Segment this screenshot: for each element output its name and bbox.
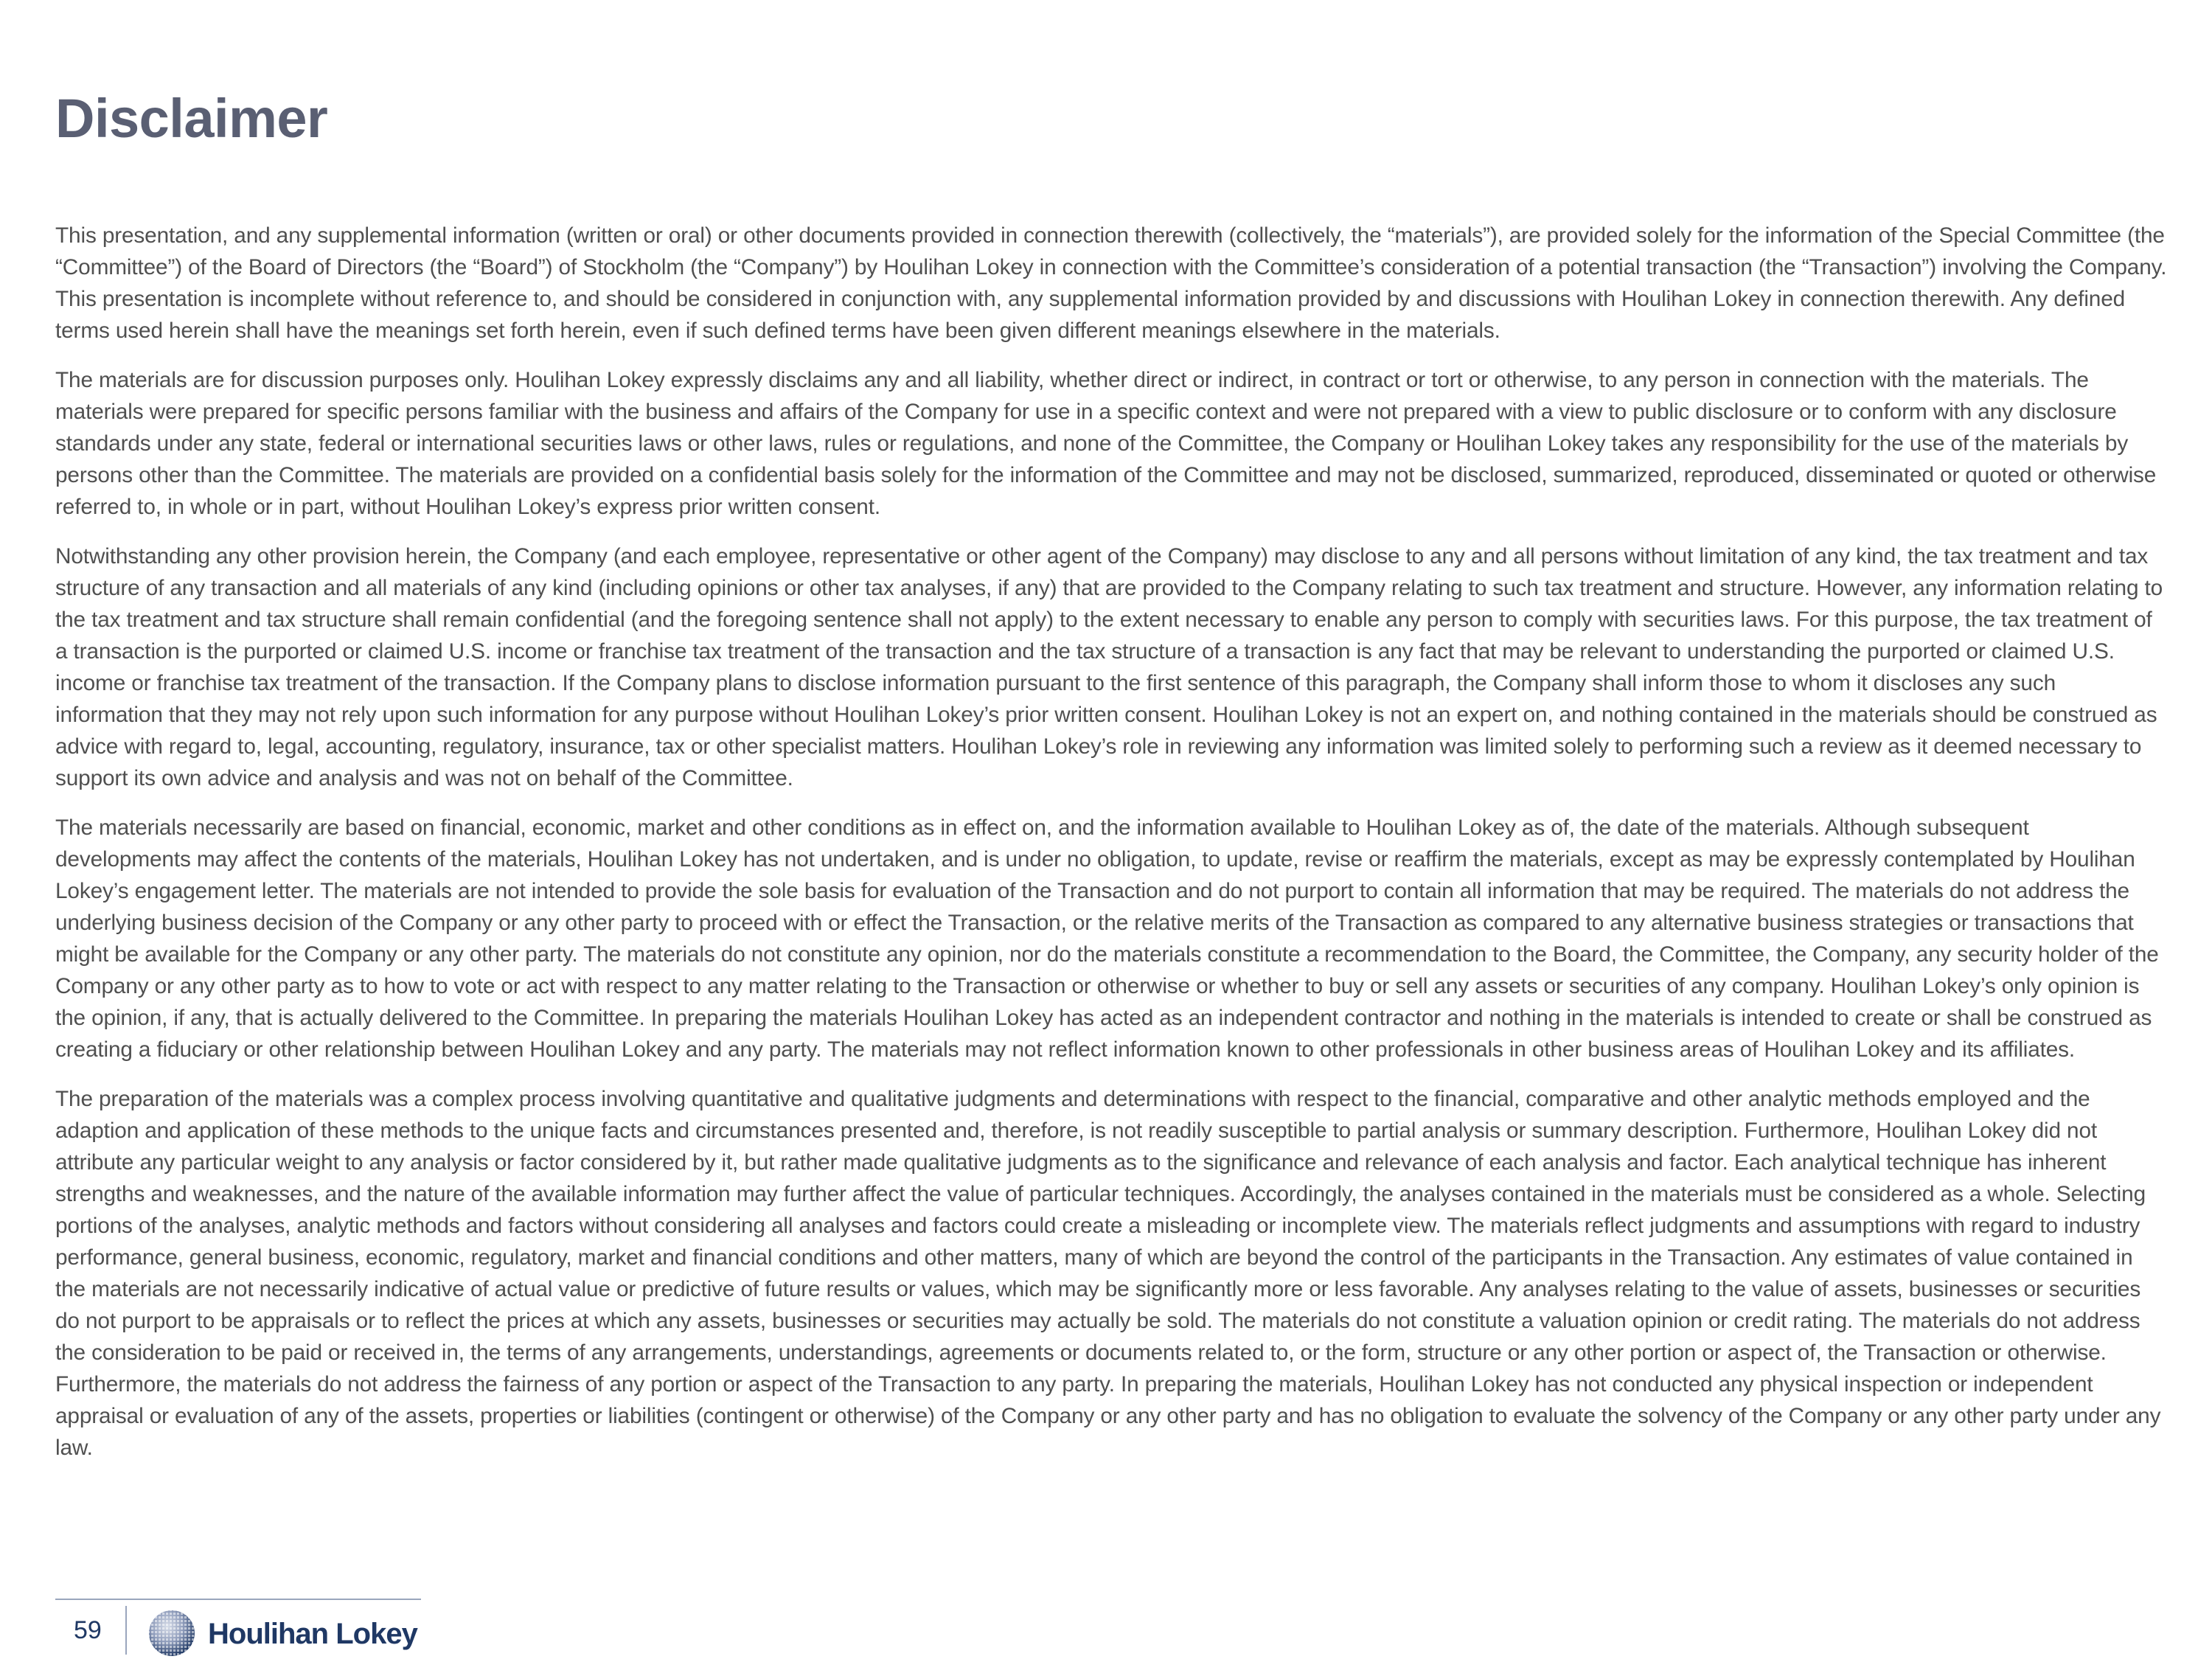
- paragraph-tax-treatment: Notwithstanding any other provision herein, the Company (and each employee, representative or other agent of the Company) may disclose to any and all persons without limitation of any kind, the tax treatment and tax structure of any transaction and all materials of any kind (including opinions or other tax analyses, if any) that are provided to the Company relating to such tax treatment and structure. However, any information relating to the tax treatment and tax structure shall remain confidential (and the foregoing sentence shall not apply) to the extent necessary to enable any person to comply with securities laws. For this purpose, the tax treatment of a transaction is the purported or claimed U.S. income or franchise tax treatment of the transaction and the tax structure of a transaction is any fact that may be relevant to understanding the purported or claimed U.S. income or franchise tax treatment of the transaction. If the Company plans to disclose information pursuant to the first sentence of this paragraph, the Company shall inform those to whom it discloses any such information that they may not rely upon such information for any purpose without Houlihan Lokey’s prior written consent. Houlihan Lokey is not an expert on, and nothing contained in the materials should be construed as advice with regard to, legal, accounting, regulatory, insurance, tax or other specialist matters. Houlihan Lokey’s role in reviewing any information was limited solely to performing such a review as it deemed necessary to support its own advice and analysis and was not on behalf of the Committee.: [55, 544, 2163, 790]
- footer-rule: [55, 1599, 421, 1600]
- paragraph-market-conditions: The materials necessarily are based on financial, economic, market and other conditions as in effect on, and the information available to Houlihan Lokey as of, the date of the materials. Although subsequent developments may affect the contents of the materials, Houlihan Lokey has not undertaken, and is under no obligation, to update, revise or reaffirm the materials, except as may be expressly contemplated by Houlihan Lokey’s engagement letter. The materials are not intended to provide the sole basis for evaluation of the Transaction and do not purport to contain all information that may be required. The materials do not address the underlying business decision of the Company or any other party to proceed with or effect the Transaction, or the relative merits of the Transaction as compared to any alternative business strategies or transactions that might be available for the Company or any other party. The materials do not constitute any opinion, nor do the materials constitute a recommendation to the Board, the Committee, the Company, any security holder of the Company or any other party as to how to vote or act with respect to any matter relating to the Transaction or otherwise or whether to buy or sell any assets or securities of any company. Houlihan Lokey’s only opinion is the opinion, if any, that is actually delivered to the Committee. In preparing the materials Houlihan Lokey has acted as an independent contractor and nothing in the materials is intended to create or shall be construed as creating a fiduciary or other relationship between Houlihan Lokey and any party. The materials may not reflect information known to other professionals in other business areas of Houlihan Lokey and its affiliates.: [55, 815, 2159, 1062]
- page-number: 59: [74, 1616, 102, 1644]
- paragraph-intro: This presentation, and any supplemental information (written or oral) or other documents provided in connection therewith (collectively, the “materials”), are provided solely for the information of the Special Committee (the “Committee”) of the Board of Directors (the “Board”) of Stockholm (the “Company”) by Houlihan Lokey in connection with the Committee’s consideration of a potential transaction (the “Transaction”) involving the Company. This presentation is incomplete without reference to, and should be considered in conjunction with, any supplemental information provided by and discussions with Houlihan Lokey in connection therewith. Any defined terms used herein shall have the meanings set forth herein, even if such defined terms have been given different meanings elsewhere in the materials.: [55, 223, 2167, 343]
- logo-wordmark: Houlihan Lokey: [208, 1618, 417, 1650]
- paragraph-preparation: The preparation of the materials was a complex process involving quantitative and qualitative judgments and determinations with respect to the financial, comparative and other analytic methods employed and the adaption and application of these methods to the unique facts and circumstances presented and, therefore, is not readily susceptible to partial analysis or summary description. Furthermore, Houlihan Lokey did not attribute any particular weight to any analysis or factor considered by it, but rather made qualitative judgments as to the significance and relevance of each analysis and factor. Each analytical technique has inherent strengths and weaknesses, and the nature of the available information may further affect the value of particular techniques. Accordingly, the analyses contained in the materials must be considered as a whole. Selecting portions of the analyses, analytic methods and factors without considering all analyses and factors could create a misleading or incomplete view. The materials reflect judgments and assumptions with regard to industry performance, general business, economic, regulatory, market and financial conditions and other matters, many of which are beyond the control of the participants in the Transaction. Any estimates of value contained in the materials are not necessarily indicative of actual value or predictive of future results or values, which may be significantly more or less favorable. Any analyses relating to the value of assets, businesses or securities do not purport to be appraisals or to reflect the prices at which any assets, businesses or securities may actually be sold. The materials do not constitute a valuation opinion or credit rating. The materials do not address the consideration to be paid or received in, the terms of any arrangements, understandings, agreements or documents related to, or the form, structure or any other portion or aspect of, the Transaction or otherwise. Furthermore, the materials do not address the fairness of any portion or aspect of the Transaction to any party. In preparing the materials, Houlihan Lokey has not conducted any physical inspection or independent appraisal or evaluation of any of the assets, properties or liabilities (contingent or otherwise) of the Company or any other party and has no obligation to evaluate the solvency of the Company or any other party under any law.: [55, 1087, 2161, 1460]
- disclaimer-body: [55, 220, 2168, 1481]
- page-title: Disclaimer: [55, 88, 328, 149]
- paragraph-discussion-purposes: The materials are for discussion purposes only. Houlihan Lokey expressly disclaims any and all liability, whether direct or indirect, in contract or tort or otherwise, to any person in connection with the materials. The materials were prepared for specific persons familiar with the business and affairs of the Company for use in a specific context and were not prepared with a view to public disclosure or to conform with any disclosure standards under any state, federal or international securities laws or other laws, rules or regulations, and none of the Committee, the Company or Houlihan Lokey takes any responsibility for the use of the materials by persons other than the Committee. The materials are provided on a confidential basis solely for the information of the Committee and may not be disclosed, summarized, reproduced, disseminated or quoted or otherwise referred to, in whole or in part, without Houlihan Lokey’s express prior written consent.: [55, 368, 2157, 519]
- footer-divider: [125, 1606, 127, 1655]
- globe-icon: [147, 1609, 196, 1658]
